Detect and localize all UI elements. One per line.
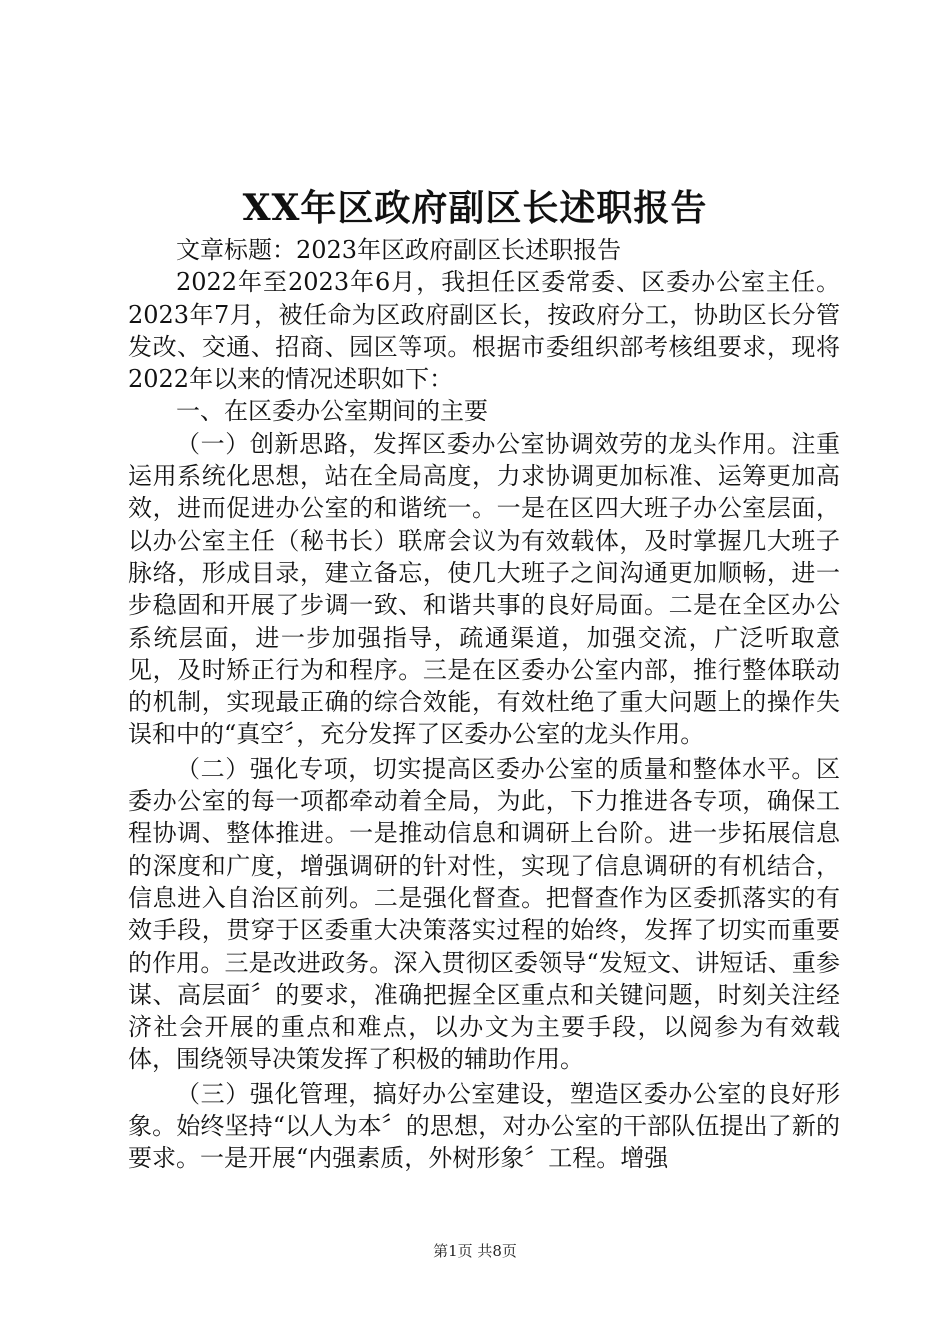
paragraph-section-heading: 一、在区委办公室期间的主要 — [176, 397, 488, 426]
page-number: 第1页 共8页 — [433, 1242, 517, 1260]
document-title: XX年区政府副区长述职报告 — [242, 187, 708, 229]
paragraph-item-3: （三）强化管理，搞好办公室建设，塑造区委办公室的良好形象。始终坚持“以人为本〞的思想，对办公室的干部队伍提出了新的要求。一是开展“内强素质，外树形象〞工程。增强 — [128, 1079, 840, 1173]
paragraph-article-title: 文章标题：2023年区政府副区长述职报告 — [176, 236, 622, 264]
paragraph-item-1: （一）创新思路，发挥区委办公室协调效劳的龙头作用。注重运用系统化思想，站在全局高度，力求协调更加标准、运筹更加高效，进而促进办公室的和谐统一。一是在区四大班子办公室层面，以办公室主任（秘书长）联席会议为有效载体，及时掌握几大班子脉络，形成目录，建立备忘，使几大班子之间沟通更加顺畅，进一步稳固和开展了步调一致、和谐共事的良好局面。二是在全区办公系统层面，进一步加强指导，疏通渠道，加强交流，广泛听取意见，及时矫正行为和程序。三是在区委办公室内部，推行整体联动的机制，实现最正确的综合效能，有效杜绝了重大问题上的操作失误和中的“真空〞，充分发挥了区委办公室的龙头作用。 — [128, 429, 840, 749]
paragraph-intro: 2022年至2023年6月，我担任区委常委、区委办公室主任。2023年7月，被任命为区政府副区长，按政府分工，协助区长分管发改、交通、招商、园区等项。根据市委组织部考核组要求，现将2022年以来的情况述职如下： — [128, 268, 840, 394]
document-body — [128, 234, 840, 1175]
page-footer — [0, 1240, 950, 1261]
paragraph-item-2: （二）强化专项，切实提高区委办公室的质量和整体水平。区委办公室的每一项都牵动着全局，为此，下力推进各专项，确保工程协调、整体推进。一是推动信息和调研上台阶。进一步拓展信息的深度和广度，增强调研的针对性，实现了信息调研的有机结合，信息进入自治区前列。二是强化督查。把督查作为区委抓落实的有效手段，贯穿于区委重大决策落实过程的始终，发挥了切实而重要的作用。三是改进政务。深入贯彻区委领导“发短文、讲短话、重参谋、高层面〞的要求，准确把握全区重点和关键问题，时刻关注经济社会开展的重点和难点，以办文为主要手段，以阅参为有效载体，围绕领导决策发挥了积极的辅助作用。 — [128, 754, 840, 1074]
